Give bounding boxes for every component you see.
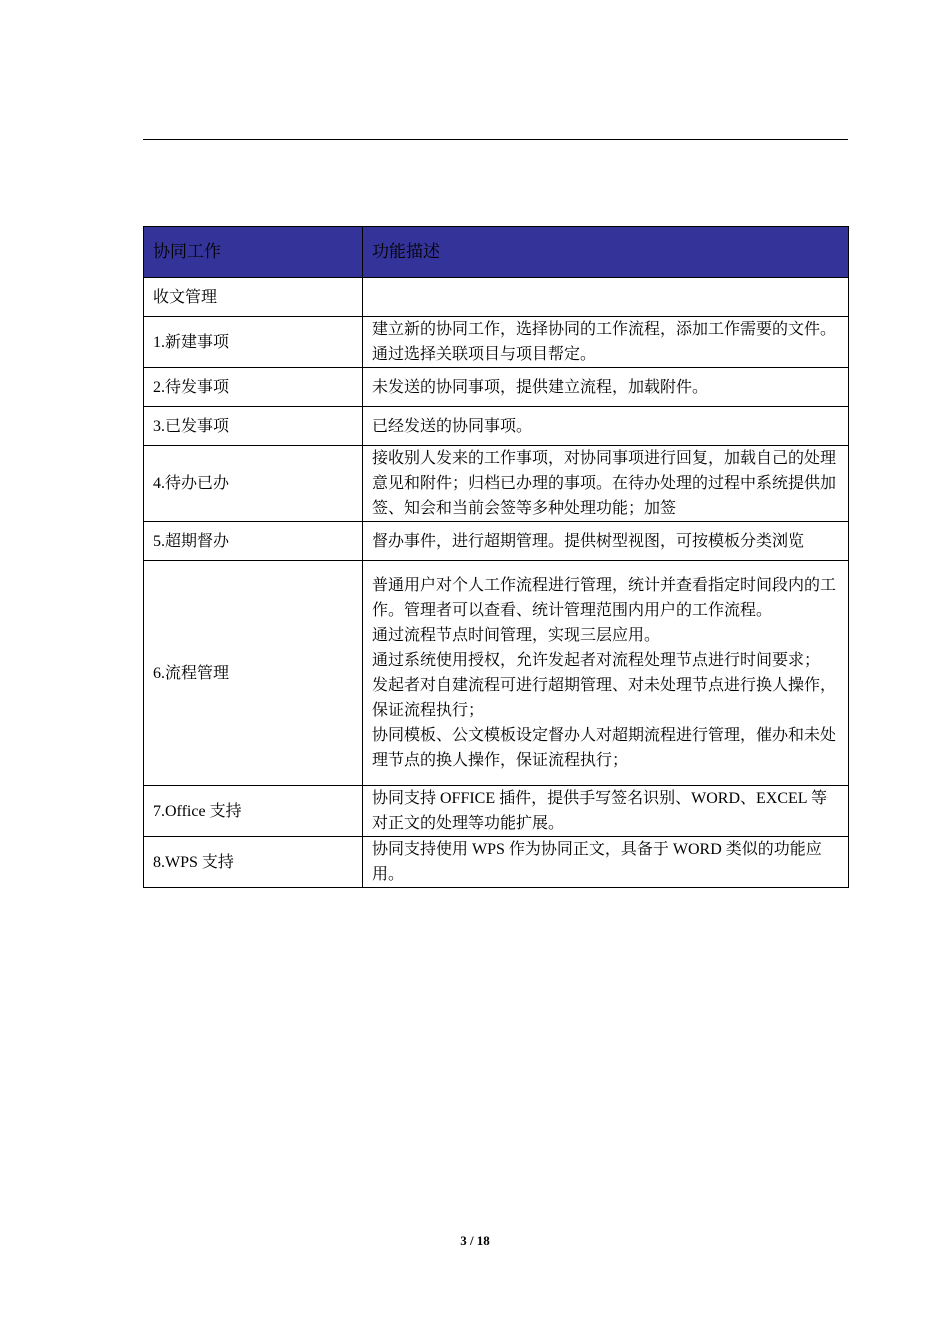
description-cell: 协同支持 OFFICE 插件，提供手写签名识别、WORD、EXCEL 等对正文的处理等功能扩展。 [363, 786, 849, 837]
table-header-row [144, 227, 849, 278]
description-cell [363, 278, 849, 317]
feature-cell: 6.流程管理 [144, 561, 363, 786]
description-line: 通过系统使用授权，允许发起者对流程处理节点进行时间要求； [372, 652, 821, 669]
page-number: 3 / 18 [460, 1233, 490, 1248]
table-row [144, 446, 849, 522]
table-row [144, 837, 849, 888]
header-description: 功能描述 [363, 227, 849, 278]
description-line: 协同模板、公文模板设定督办人对超期流程进行管理，催办和未处理节点的换人操作，保证流程执行； [372, 727, 837, 769]
table-row [144, 786, 849, 837]
description-cell: 建立新的协同工作，选择协同的工作流程，添加工作需要的文件。通过选择关联项目与项目帮定。 [363, 317, 849, 368]
description-cell [363, 561, 849, 786]
feature-table [143, 226, 849, 888]
feature-cell: 3.已发事项 [144, 407, 363, 446]
feature-cell: 1.新建事项 [144, 317, 363, 368]
description-line: 发起者对自建流程可进行超期管理、对未处理节点进行换人操作，保证流程执行； [372, 677, 837, 719]
header-rule [143, 139, 848, 140]
description-line: 通过流程节点时间管理，实现三层应用。 [372, 627, 661, 644]
table-row [144, 278, 849, 317]
description-line: 普通用户对个人工作流程进行管理，统计并查看指定时间段内的工作。管理者可以查看、统计管理范围内用户的工作流程。 [372, 577, 837, 619]
feature-cell: 收文管理 [144, 278, 363, 317]
table-row [144, 368, 849, 407]
feature-cell: 5.超期督办 [144, 522, 363, 561]
header-feature: 协同工作 [144, 227, 363, 278]
description-cell: 已经发送的协同事项。 [363, 407, 849, 446]
feature-cell: 2.待发事项 [144, 368, 363, 407]
table-row [144, 407, 849, 446]
table-row [144, 522, 849, 561]
description-cell: 协同支持使用 WPS 作为协同正文，具备于 WORD 类似的功能应用。 [363, 837, 849, 888]
description-cell: 未发送的协同事项，提供建立流程，加载附件。 [363, 368, 849, 407]
feature-cell: 7.Office 支持 [144, 786, 363, 837]
table-row [144, 317, 849, 368]
description-cell: 督办事件，进行超期管理。提供树型视图，可按模板分类浏览 [363, 522, 849, 561]
table-row [144, 561, 849, 786]
description-cell: 接收别人发来的工作事项，对协同事项进行回复，加载自己的处理意见和附件；归档已办理的事项。在待办处理的过程中系统提供加签、知会和当前会签等多种处理功能；加签 [363, 446, 849, 522]
feature-cell: 4.待办已办 [144, 446, 363, 522]
feature-cell: 8.WPS 支持 [144, 837, 363, 888]
